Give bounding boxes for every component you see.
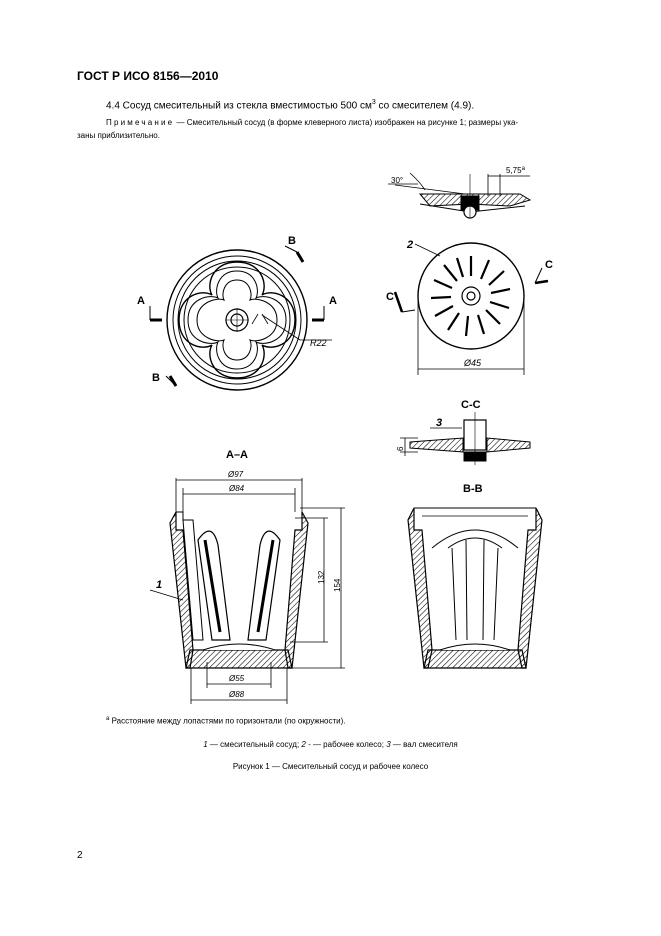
dim-pitch-value: 5,75 — [506, 166, 522, 175]
callout-2: 2 — [407, 239, 414, 251]
dim-6: 6 — [396, 446, 405, 451]
section-sup: 3 — [371, 99, 376, 106]
dim-pitch — [506, 166, 526, 175]
figure-legend — [0, 740, 661, 749]
vessel-plan-view — [167, 250, 332, 390]
legend-t3: — вал смесителя — [390, 740, 458, 749]
footnote-mark: a — [106, 716, 110, 722]
legend-t1: — смесительный сосуд; — [207, 740, 302, 749]
page-number: 2 — [77, 850, 83, 861]
footnote — [106, 716, 346, 726]
impeller-plan-view — [395, 243, 548, 375]
section-aa-view — [150, 478, 345, 704]
cut-label-b-bottom: В — [152, 372, 160, 384]
legend-t2: - — рабочее колесо; — [305, 740, 387, 749]
section-cc-view — [400, 412, 530, 465]
dim-30deg: 30° — [391, 176, 404, 185]
cut-label-b-top: В — [288, 235, 296, 247]
section-bb-view — [408, 508, 542, 668]
legend-n2: 2 — [301, 740, 306, 749]
section-text: 4.4 Сосуд смесительный из стекла вместимостью 500 см — [106, 100, 372, 112]
figure-caption: Рисунок 1 — Смесительный сосуд и рабочее колесо — [232, 762, 429, 771]
cut-label-c-right: С — [545, 259, 553, 271]
note-label: Примечание — [106, 118, 175, 127]
section-cc-title: С-С — [461, 399, 481, 411]
callout-1: 1 — [156, 579, 163, 591]
dim-r22: R22 — [310, 338, 327, 348]
dim-132: 132 — [317, 570, 326, 584]
section-aa-title: А–А — [226, 449, 249, 461]
footnote-text: Расстояние между лопастями по горизонтали (по окружности). — [109, 716, 346, 726]
note-text-1: — Смесительный сосуд (в форме клеверного листа) изображен на рисунке 1; размеры ука- — [174, 118, 519, 127]
note-line-2: заны приблизительно. — [77, 131, 160, 140]
section-bb-title: В-В — [463, 483, 483, 495]
cut-label-a-right: А — [329, 295, 337, 307]
legend-n1: 1 — [203, 740, 208, 749]
document-header: ГОСТ Р ИСО 8156—2010 — [77, 69, 219, 83]
section-tail: со смесителем (4.9). — [375, 100, 475, 112]
dim-d45: Ø45 — [464, 358, 482, 368]
dim-d84: Ø84 — [229, 484, 245, 493]
cut-label-c-left: С — [386, 291, 394, 303]
dim-154: 154 — [333, 578, 342, 592]
dim-d97: Ø97 — [228, 470, 244, 479]
dim-d88: Ø88 — [229, 690, 245, 699]
dim-pitch-sup: a — [521, 166, 525, 172]
legend-n3: 3 — [386, 740, 391, 749]
blade-detail — [388, 173, 530, 218]
callout-3: 3 — [436, 417, 443, 429]
cut-label-a-left: А — [137, 295, 145, 307]
dim-d55: Ø55 — [229, 674, 245, 683]
